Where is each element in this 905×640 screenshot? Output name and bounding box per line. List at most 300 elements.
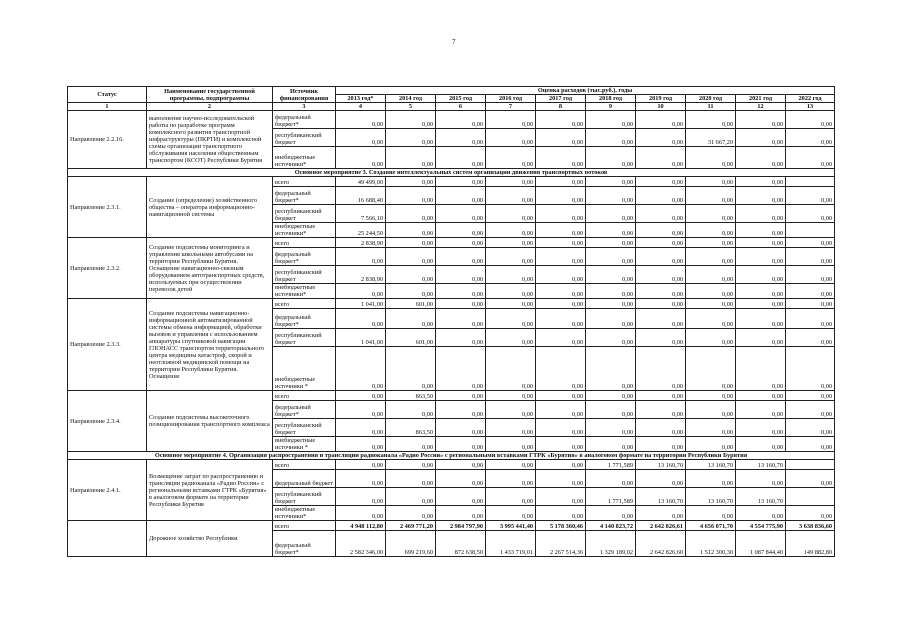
value-cell: 0,00 (436, 309, 486, 329)
value-cell: 7 566,10 (336, 205, 386, 223)
value-cell: 0,00 (336, 147, 386, 169)
column-number: 5 (386, 103, 436, 111)
value-cell: 0,00 (536, 329, 586, 347)
value-cell: 0,00 (736, 223, 786, 238)
value-cell: 0,00 (636, 177, 686, 187)
table-row (68, 391, 835, 401)
value-cell: 0,00 (786, 347, 835, 391)
row-name-text: Возмещение затрат по распространению и трансляции радиоканала «Радио России» с региональными вставками ГТРК «Бурятия» в аналоговом формате на территории Республики Бурятия (149, 472, 267, 508)
value-cell: 0,00 (786, 248, 835, 266)
value-cell: 149 882,80 (786, 531, 835, 557)
value-cell: 0,00 (586, 177, 636, 187)
value-cell: 4 554 775,90 (736, 521, 786, 531)
value-cell: 0,00 (586, 391, 636, 401)
value-cell: 0,00 (486, 488, 536, 506)
value-cell: 0,00 (586, 506, 636, 521)
section-row (68, 169, 835, 177)
column-number: 13 (786, 103, 835, 111)
column-number: 11 (686, 103, 736, 111)
section-row (68, 452, 835, 460)
table-header (68, 87, 835, 111)
value-cell: 1 041,00 (336, 299, 386, 309)
value-cell: 0,00 (436, 129, 486, 147)
value-cell: 0,00 (786, 111, 835, 129)
value-cell: 0,00 (436, 177, 486, 187)
value-cell: 0,00 (536, 223, 586, 238)
value-cell: 2 642 826,61 (636, 521, 686, 531)
value-cell: 13 160,70 (686, 460, 736, 470)
value-cell: 0,00 (436, 187, 486, 205)
value-cell: 0,00 (536, 470, 586, 488)
row-source: внебюджетные источники * (273, 347, 336, 391)
value-cell: 0,00 (736, 177, 786, 187)
column-number: 4 (336, 103, 386, 111)
value-cell: 0,00 (686, 248, 736, 266)
value-cell: 0,00 (536, 419, 586, 437)
value-cell: 0,00 (486, 223, 536, 238)
row-name-text: Создание подсистемы высокоточного позиционирования транспортного комплекса (149, 414, 270, 428)
value-cell: 1 041,00 (336, 329, 386, 347)
table-row (68, 460, 835, 470)
value-cell: 0,00 (786, 299, 835, 309)
row-status: Направление 2.3.4. (68, 391, 147, 452)
value-cell: 0,00 (736, 437, 786, 452)
table-row (68, 177, 835, 187)
value-cell: 0,00 (536, 248, 586, 266)
value-cell: 601,00 (386, 329, 436, 347)
row-source: внебюджетные источники* (273, 147, 336, 169)
value-cell: 25 244,50 (336, 223, 386, 238)
column-number: 12 (736, 103, 786, 111)
value-cell: 0,00 (486, 177, 536, 187)
table-row (68, 299, 835, 309)
value-cell: 0,00 (736, 470, 786, 488)
page-number: 7 (452, 38, 456, 46)
value-cell: 872 638,50 (436, 531, 486, 557)
value-cell: 0,00 (386, 284, 436, 299)
section-title: Основное мероприятие 4. Организация распространения и трансляции радиоканала «Радио России» с региональными вставками ГТРК «Бурятия» в аналоговом формате на территории Республики Бурятия (68, 452, 835, 460)
value-cell: 0,00 (336, 129, 386, 147)
value-cell: 4 656 071,70 (686, 521, 736, 531)
value-cell: 0,00 (636, 187, 686, 205)
value-cell: 0,00 (436, 347, 486, 391)
value-cell: 0,00 (786, 419, 835, 437)
value-cell: 0,00 (536, 437, 586, 452)
value-cell: 0,00 (586, 248, 636, 266)
value-cell: 0,00 (386, 506, 436, 521)
value-cell: 0,00 (686, 284, 736, 299)
value-cell: 0,00 (386, 488, 436, 506)
value-cell: 0,00 (536, 488, 586, 506)
value-cell: 0,00 (486, 419, 536, 437)
value-cell: 0,00 (686, 223, 736, 238)
value-cell: 0,00 (586, 205, 636, 223)
row-name-text: выполнение научно-исследовательской работы по разработке программ комплексного развития транспортной инфраструктуры (ПКРТИ) и комплексной схемы организации транспортного обслуживания населения общественным транспортом (КСОТ) Республики Бурятия (149, 115, 263, 164)
value-cell: 0,00 (536, 129, 586, 147)
value-cell: 2 642 826,60 (636, 531, 686, 557)
row-status: Направление 2.3.3. (68, 299, 147, 391)
value-cell: 0,00 (736, 391, 786, 401)
value-cell: 0,00 (336, 401, 386, 419)
value-cell: 0,00 (686, 329, 736, 347)
value-cell: 4 948 112,80 (336, 521, 386, 531)
row-source: федеральный бюджет* (273, 187, 336, 205)
value-cell: 0,00 (686, 266, 736, 284)
header-year: 2019 год (636, 95, 686, 103)
value-cell: 0,00 (436, 223, 486, 238)
value-cell: 0,00 (786, 470, 835, 488)
value-cell: 1 433 719,01 (486, 531, 536, 557)
value-cell: 0,00 (736, 248, 786, 266)
header-year: 2022 год (786, 95, 835, 103)
value-cell: 0,00 (536, 266, 586, 284)
value-cell: 0,00 (636, 223, 686, 238)
value-cell: 0,00 (586, 309, 636, 329)
value-cell: 3 995 441,40 (486, 521, 536, 531)
row-name (147, 521, 273, 557)
value-cell: 0,00 (436, 284, 486, 299)
value-cell: 16 688,40 (336, 187, 386, 205)
value-cell: 0,00 (436, 299, 486, 309)
value-cell: 0,00 (736, 187, 786, 205)
value-cell: 0,00 (636, 347, 686, 391)
value-cell: 0,00 (636, 299, 686, 309)
row-source: республиканский бюджет (273, 419, 336, 437)
value-cell: 0,00 (386, 177, 436, 187)
value-cell: 0,00 (336, 347, 386, 391)
row-source: всего (273, 299, 336, 309)
value-cell: 5 178 360,46 (536, 521, 586, 531)
value-cell: 1 771,589 (586, 460, 636, 470)
value-cell: 0,00 (386, 147, 436, 169)
column-number: 10 (636, 103, 686, 111)
row-name (147, 238, 273, 299)
value-cell: 0,00 (536, 238, 586, 248)
value-cell: 0,00 (736, 309, 786, 329)
value-cell: 0,00 (736, 506, 786, 521)
value-cell: 0,00 (686, 470, 736, 488)
row-status: Направление 2.4.1. (68, 460, 147, 521)
row-name (147, 177, 273, 238)
value-cell: 13 160,70 (636, 488, 686, 506)
header-source: Источник финансирования (273, 87, 336, 103)
value-cell: 0,00 (536, 177, 586, 187)
value-cell: 0,00 (436, 460, 486, 470)
row-name-text: Создание подсистемы навигационно-информационной автоматизированной системы обмена информацией, обработки вызовов и управления с использованием аппаратуры спутниковой навигации ГЛОНАСС транспортом территориального центра медицины катастроф, скорой и неотложной медицинской помощи на территории Республики Бурятия. Оснащение (149, 309, 265, 380)
header-year: 2021 год (736, 95, 786, 103)
value-cell: 0,00 (536, 391, 586, 401)
value-cell: 0,00 (336, 419, 386, 437)
value-cell: 0,00 (386, 223, 436, 238)
row-source: федеральный бюджет (273, 470, 336, 488)
value-cell: 0,00 (636, 470, 686, 488)
value-cell: 0,00 (586, 147, 636, 169)
value-cell: 0,00 (436, 419, 486, 437)
value-cell: 0,00 (486, 309, 536, 329)
value-cell: 2 984 797,90 (436, 521, 486, 531)
value-cell: 0,00 (636, 401, 686, 419)
column-number: 8 (536, 103, 586, 111)
value-cell: 0,00 (486, 147, 536, 169)
value-cell: 0,00 (486, 391, 536, 401)
value-cell (786, 460, 835, 470)
value-cell: 13 160,70 (636, 460, 686, 470)
value-cell: 0,00 (586, 401, 636, 419)
value-cell (786, 488, 835, 506)
row-status: Направление 2.2.16. (68, 111, 147, 169)
value-cell: 0,00 (436, 329, 486, 347)
value-cell: 0,00 (536, 111, 586, 129)
value-cell: 0,00 (636, 329, 686, 347)
value-cell: 0,00 (486, 284, 536, 299)
row-name-text: Создание подсистемы мониторинга и управления школьными автобусами на территории Республики Бурятия. Оснащение навигационно-связным оборудованием автотранспортных средств, используемых при осуществлении перевозок детей (149, 243, 265, 293)
value-cell: 0,00 (786, 284, 835, 299)
column-number: 2 (147, 103, 273, 111)
header-year: 2015 год (436, 95, 486, 103)
value-cell: 0,00 (736, 419, 786, 437)
value-cell: 0,00 (436, 147, 486, 169)
row-source: республиканский бюджет (273, 488, 336, 506)
value-cell: 0,00 (586, 111, 636, 129)
value-cell (786, 177, 835, 187)
value-cell: 0,00 (636, 111, 686, 129)
column-number: 9 (586, 103, 636, 111)
row-source: республиканский бюджет (273, 205, 336, 223)
header-year: 2020 год (686, 95, 736, 103)
value-cell: 0,00 (536, 147, 586, 169)
value-cell: 13 160,70 (736, 460, 786, 470)
value-cell: 0,00 (486, 437, 536, 452)
value-cell: 0,00 (586, 299, 636, 309)
row-source: федеральный бюджет* (273, 309, 336, 329)
row-source: внебюджетные источники * (273, 437, 336, 452)
value-cell: 1 087 844,40 (736, 531, 786, 557)
value-cell: 0,00 (686, 391, 736, 401)
value-cell: 0,00 (686, 205, 736, 223)
header-year: 2018 год (586, 95, 636, 103)
value-cell: 0,00 (786, 329, 835, 347)
table-body (68, 111, 835, 557)
value-cell: 0,00 (786, 129, 835, 147)
row-name-text: Дорожное хозяйство Республики (149, 535, 238, 542)
value-cell: 0,00 (536, 205, 586, 223)
value-cell: 0,00 (336, 488, 386, 506)
header-year: 2013 год* (336, 95, 386, 103)
value-cell: 0,00 (736, 129, 786, 147)
value-cell: 0,00 (336, 309, 386, 329)
value-cell: 0,00 (386, 437, 436, 452)
value-cell: 0,00 (436, 248, 486, 266)
row-source: федеральный бюджет* (273, 401, 336, 419)
value-cell: 0,00 (486, 238, 536, 248)
value-cell: 0,00 (486, 347, 536, 391)
value-cell: 0,00 (486, 506, 536, 521)
value-cell: 0,00 (536, 299, 586, 309)
value-cell: 49 499,00 (336, 177, 386, 187)
value-cell: 0,00 (436, 238, 486, 248)
value-cell: 0,00 (436, 205, 486, 223)
row-name (147, 299, 273, 391)
row-status: Направление 2.3.2. (68, 238, 147, 299)
value-cell: 0,00 (686, 506, 736, 521)
value-cell: 601,00 (386, 299, 436, 309)
row-source: республиканский бюджет (273, 129, 336, 147)
value-cell: 0,00 (386, 129, 436, 147)
row-name (147, 391, 273, 452)
row-status (68, 521, 147, 557)
value-cell: 2 582 346,00 (336, 531, 386, 557)
row-status: Направление 2.3.1. (68, 177, 147, 238)
value-cell: 0,00 (686, 299, 736, 309)
row-source: всего (273, 460, 336, 470)
value-cell: 2 469 771,20 (386, 521, 436, 531)
value-cell: 0,00 (336, 506, 386, 521)
row-name (147, 111, 273, 169)
value-cell: 0,00 (536, 309, 586, 329)
row-source: всего (273, 521, 336, 531)
value-cell: 0,00 (436, 391, 486, 401)
value-cell: 0,00 (436, 470, 486, 488)
value-cell: 0,00 (386, 460, 436, 470)
value-cell: 0,00 (386, 347, 436, 391)
value-cell: 0,00 (686, 187, 736, 205)
value-cell: 0,00 (636, 391, 686, 401)
header-year: 2014 год (386, 95, 436, 103)
value-cell: 0,00 (786, 309, 835, 329)
value-cell: 0,00 (436, 266, 486, 284)
value-cell: 0,00 (386, 111, 436, 129)
value-cell: 0,00 (636, 506, 686, 521)
value-cell: 0,00 (786, 506, 835, 521)
value-cell: 0,00 (736, 205, 786, 223)
value-cell: 0,00 (586, 470, 636, 488)
value-cell: 0,00 (636, 129, 686, 147)
row-name (147, 460, 273, 521)
row-source: республиканский бюджет (273, 266, 336, 284)
value-cell: 0,00 (636, 437, 686, 452)
value-cell: 0,00 (486, 460, 536, 470)
value-cell: 0,00 (386, 309, 436, 329)
row-source: федеральный бюджет* (273, 248, 336, 266)
value-cell: 0,00 (686, 347, 736, 391)
value-cell: 0,00 (786, 391, 835, 401)
value-cell: 0,00 (486, 470, 536, 488)
header-estimate: Оценка расходов (тыс.руб.), годы (336, 87, 835, 95)
value-cell: 0,00 (786, 205, 835, 223)
value-cell: 0,00 (536, 284, 586, 299)
value-cell: 0,00 (386, 238, 436, 248)
value-cell: 0,00 (636, 248, 686, 266)
value-cell: 0,00 (336, 248, 386, 266)
value-cell: 2 838,90 (336, 266, 386, 284)
value-cell: 0,00 (736, 111, 786, 129)
value-cell: 0,00 (686, 238, 736, 248)
column-number: 6 (436, 103, 486, 111)
header-status: Статус (68, 87, 147, 103)
value-cell: 0,00 (436, 506, 486, 521)
value-cell: 0,00 (686, 111, 736, 129)
value-cell: 13 160,70 (686, 488, 736, 506)
value-cell: 0,00 (636, 284, 686, 299)
value-cell: 0,00 (336, 437, 386, 452)
row-source: внебюджетные источники* (273, 223, 336, 238)
value-cell (786, 223, 835, 238)
value-cell: 0,00 (686, 419, 736, 437)
column-number: 1 (68, 103, 147, 111)
value-cell: 0,00 (786, 437, 835, 452)
value-cell: 31 667,20 (686, 129, 736, 147)
header-year: 2017 год (536, 95, 586, 103)
column-number: 3 (273, 103, 336, 111)
table-row (68, 521, 835, 531)
value-cell: 0,00 (736, 266, 786, 284)
value-cell: 0,00 (536, 347, 586, 391)
value-cell: 0,00 (336, 284, 386, 299)
value-cell: 0,00 (536, 401, 586, 419)
value-cell: 0,00 (586, 238, 636, 248)
value-cell: 0,00 (486, 111, 536, 129)
value-cell: 0,00 (686, 147, 736, 169)
value-cell: 1 512 300,30 (686, 531, 736, 557)
value-cell: 0,00 (636, 419, 686, 437)
value-cell: 0,00 (736, 284, 786, 299)
value-cell: 0,00 (486, 205, 536, 223)
value-cell: 2 267 514,36 (536, 531, 586, 557)
value-cell: 0,00 (486, 248, 536, 266)
value-cell: 0,00 (786, 187, 835, 205)
value-cell: 0,00 (486, 129, 536, 147)
value-cell: 4 140 823,72 (586, 521, 636, 531)
value-cell: 0,00 (486, 401, 536, 419)
value-cell: 0,00 (436, 401, 486, 419)
value-cell: 0,00 (736, 401, 786, 419)
value-cell: 0,00 (736, 299, 786, 309)
value-cell: 0,00 (686, 309, 736, 329)
value-cell: 0,00 (736, 147, 786, 169)
section-title: Основное мероприятие 3. Создание интеллектуальных систем организации движения транспортных потоков (68, 169, 835, 177)
value-cell: 0,00 (686, 401, 736, 419)
row-source: внебюджетные источники* (273, 284, 336, 299)
value-cell: 0,00 (486, 187, 536, 205)
value-cell: 0,00 (636, 238, 686, 248)
value-cell: 0,00 (386, 266, 436, 284)
value-cell: 13 160,70 (736, 488, 786, 506)
row-source: внебюджетные источники* (273, 506, 336, 521)
value-cell: 0,00 (586, 419, 636, 437)
value-cell: 0,00 (336, 470, 386, 488)
value-cell: 3 638 836,60 (786, 521, 835, 531)
row-name-text: Создание (определение) хозяйственного общества – оператора информационно-навигационной системы (149, 196, 257, 218)
value-cell: 0,00 (386, 248, 436, 266)
value-cell: 0,00 (386, 187, 436, 205)
value-cell: 0,00 (436, 111, 486, 129)
value-cell: 0,00 (636, 147, 686, 169)
value-cell: 0,00 (586, 187, 636, 205)
value-cell: 0,00 (436, 437, 486, 452)
column-number: 7 (486, 103, 536, 111)
value-cell: 0,00 (586, 129, 636, 147)
value-cell: 0,00 (786, 147, 835, 169)
value-cell: 0,00 (586, 329, 636, 347)
value-cell: 0,00 (636, 205, 686, 223)
value-cell: 0,00 (786, 238, 835, 248)
value-cell: 0,00 (736, 347, 786, 391)
value-cell: 0,00 (736, 329, 786, 347)
value-cell: 0,00 (486, 266, 536, 284)
value-cell: 0,00 (586, 223, 636, 238)
value-cell: 0,00 (486, 299, 536, 309)
value-cell: 863,50 (386, 391, 436, 401)
